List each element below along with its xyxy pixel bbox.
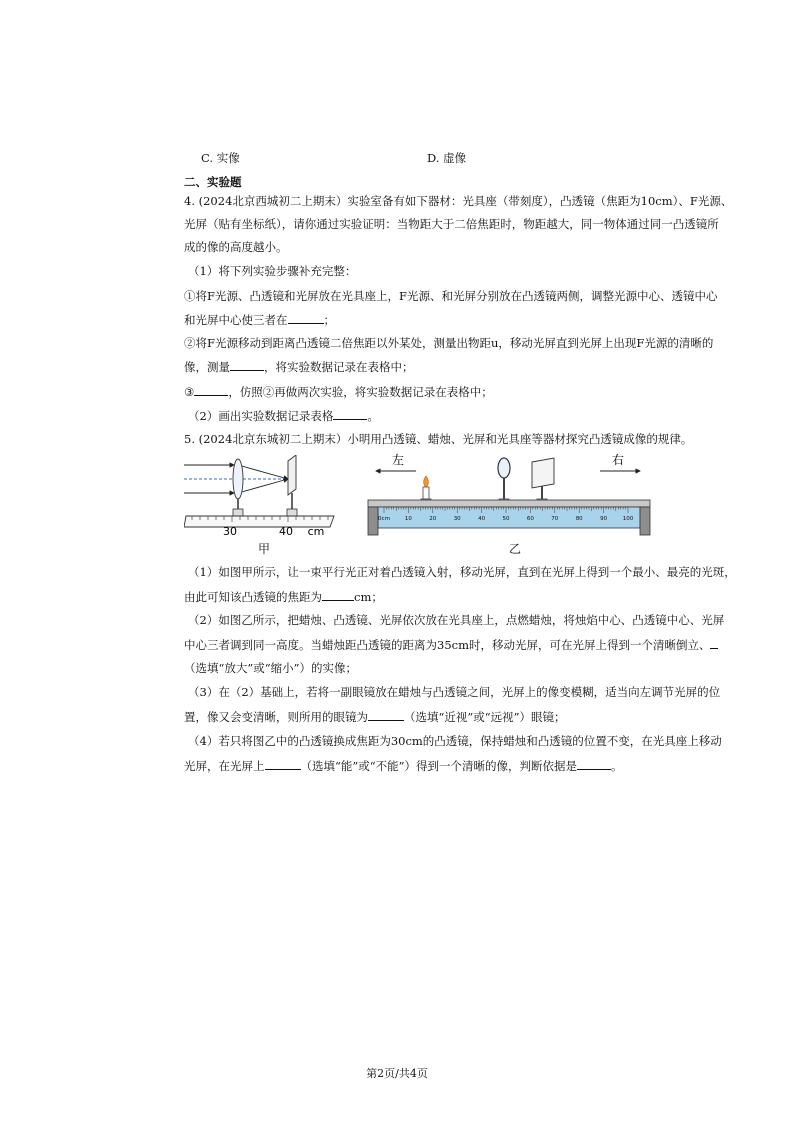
scale-label: 70 bbox=[551, 516, 559, 522]
ruler-unit: cm bbox=[307, 525, 325, 537]
q5-part4b bbox=[184, 757, 764, 774]
answer-blank[interactable] bbox=[265, 757, 301, 770]
bench-top-rail bbox=[368, 500, 650, 507]
q5-part1b-text: 由此可知该凸透镜的焦距为 bbox=[184, 590, 322, 604]
section-title: 二、实验题 bbox=[184, 175, 242, 189]
q4-step3-num: ③ bbox=[184, 385, 195, 399]
q4-step2b-end: ，将实验数据记录在表格中； bbox=[264, 360, 414, 374]
q4-line3: 成的像的高度越小。 bbox=[184, 240, 288, 254]
answer-blank[interactable] bbox=[194, 383, 228, 396]
screen-holder bbox=[287, 509, 297, 516]
scale-label: 60 bbox=[526, 516, 534, 522]
figure-a-lens-focus bbox=[184, 455, 336, 537]
figure-a-caption: 甲 bbox=[258, 542, 271, 556]
scale-label: 90 bbox=[600, 516, 608, 522]
q5-part1b-end: cm； bbox=[354, 590, 383, 604]
q4-step2a: ②将F光源移动到距离凸透镜二倍焦距以外某处，测量出物距u，移动光屏直到光屏上出现F光源的清晰的 bbox=[184, 336, 714, 350]
q4-part2-end: 。 bbox=[367, 409, 379, 423]
q5-part2b-text: 中心三者调到同一高度。当蜡烛距凸透镜的距离为35cm时，移动光屏，可在光屏上得到一个清晰倒立、 bbox=[184, 638, 711, 652]
figure-b-optical-bench bbox=[364, 450, 654, 546]
q5-part2a: （2）如图乙所示，把蜡烛、凸透镜、光屏依次放在光具座上，点燃蜡烛，将烛焰中心、凸透镜中心、光屏 bbox=[188, 613, 725, 627]
q4-line1: 4. (2024北京西城初二上期末）实验室备有如下器材：光具座（带刻度），凸透镜（焦距为10cm）、F光源、 bbox=[184, 194, 733, 208]
bench-leg-left bbox=[368, 507, 378, 535]
q4-step1a: ①将F光源、凸透镜和光屏放在光具座上，F光源、和光屏分别放在凸透镜两侧，调整光源中心、透镜中心 bbox=[184, 289, 718, 303]
figure-b-caption: 乙 bbox=[509, 542, 522, 556]
option-d: D. 虚像 bbox=[427, 151, 467, 165]
q5-part3a: （3）在（2）基础上，若将一副眼镜放在蜡烛与凸透镜之间，光屏上的像变模糊，适当向左调节光屏的位 bbox=[188, 685, 721, 699]
ruler-label-30: 30 bbox=[223, 525, 237, 537]
light-screen bbox=[288, 455, 296, 495]
label-right: 右 bbox=[611, 453, 625, 467]
q4-line2: 光屏（贴有坐标纸），请你通过实验证明：当物距大于二倍焦距时，物距越大，同一物体通过同一凸透镜所 bbox=[184, 217, 719, 231]
q5-part4a: （4）若只将图乙中的凸透镜换成焦距为30cm的凸透镜，保持蜡烛和凸透镜的位置不变，在光具座上移动 bbox=[188, 734, 722, 748]
q4-step1b bbox=[184, 311, 764, 328]
ray-converge-top bbox=[238, 465, 288, 479]
lens-holder bbox=[233, 509, 243, 516]
candle-flame bbox=[424, 476, 429, 487]
q4-step3-text: ，仿照②再做两次实验，将实验数据记录在表格中； bbox=[228, 385, 493, 399]
q4-part1: （1）将下列实验步骤补充完整： bbox=[188, 264, 357, 278]
convex-lens bbox=[233, 459, 243, 499]
q5-part2b bbox=[184, 636, 764, 653]
q5-part1a: （1）如图甲所示，让一束平行光正对着凸透镜入射，移动光屏，直到在光屏上得到一个最小、最亮的光斑， bbox=[188, 565, 736, 579]
q5-part3b bbox=[184, 708, 764, 725]
page-footer: 第2页/共4页 bbox=[366, 1067, 428, 1080]
scale-label: 20 bbox=[429, 516, 437, 522]
answer-blank[interactable] bbox=[368, 708, 404, 721]
light-screen bbox=[532, 458, 554, 488]
q4-step1b-text: 和光屏中心使三者在 bbox=[184, 313, 288, 327]
bench-leg-right bbox=[640, 507, 650, 535]
q5-part4b-mid: （选填“能”或“不能”）得到一个清晰的像，判断依据是 bbox=[300, 759, 578, 773]
q5-part3b-text: 置，像又会变清晰，则所用的眼镜为 bbox=[184, 710, 368, 724]
q4-step2b-text: 像，测量 bbox=[184, 360, 230, 374]
q5-part4b-end: 。 bbox=[611, 759, 623, 773]
answer-blank[interactable] bbox=[288, 311, 324, 324]
scale-label: 50 bbox=[502, 516, 510, 522]
option-c: C. 实像 bbox=[201, 151, 240, 165]
scale-label: 40 bbox=[478, 516, 486, 522]
scale-label: 0cm bbox=[378, 516, 390, 522]
q5-part3b-end: （选填“近视”或“远视”）眼镜； bbox=[404, 710, 566, 724]
ruler-label-40: 40 bbox=[279, 525, 293, 537]
answer-blank[interactable] bbox=[333, 407, 367, 420]
q4-step3 bbox=[184, 383, 764, 400]
scale-label: 30 bbox=[453, 516, 461, 522]
q5-part4b-text: 光屏，在光屏上 bbox=[184, 759, 265, 773]
q4-part2-text: （2）画出实验数据记录表格 bbox=[188, 409, 334, 423]
scale-label: 100 bbox=[622, 516, 634, 522]
q4-step2b bbox=[184, 358, 764, 375]
answer-blank[interactable] bbox=[322, 588, 354, 601]
scale-label: 10 bbox=[404, 516, 412, 522]
q4-part2 bbox=[188, 407, 768, 424]
answer-blank[interactable] bbox=[577, 757, 611, 770]
answer-blank[interactable] bbox=[710, 636, 718, 649]
answer-blank[interactable] bbox=[230, 358, 264, 371]
q4-step1b-end: ； bbox=[323, 313, 335, 327]
scale-label: 80 bbox=[575, 516, 583, 522]
q5-part1b bbox=[184, 588, 764, 605]
label-left: 左 bbox=[391, 453, 405, 467]
q5-line1: 5. (2024北京东城初二上期末）小明用凸透镜、蜡烛、光屏和光具座等器材探究凸透镜成像的规律。 bbox=[184, 432, 693, 446]
candle bbox=[423, 487, 429, 499]
q5-part2c: （选填“放大”或“缩小”）的实像； bbox=[184, 661, 358, 675]
ray-converge-bottom bbox=[238, 479, 288, 493]
convex-lens bbox=[498, 458, 510, 478]
